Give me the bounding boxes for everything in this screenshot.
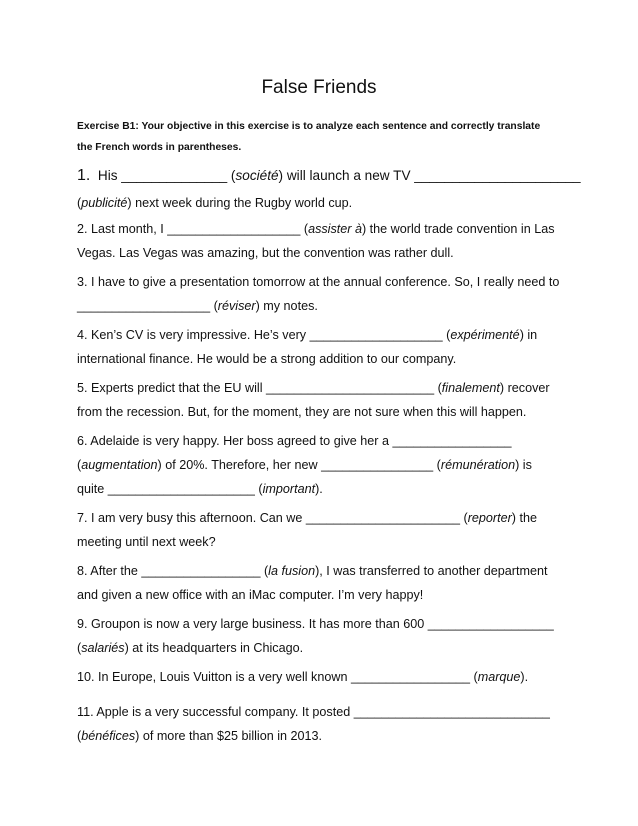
question-line xyxy=(77,477,557,501)
question-line xyxy=(77,559,557,583)
question-text: ) in xyxy=(519,328,538,342)
question-line: 9. Groupon is now a very large business. It has more than 600 __________________ xyxy=(77,617,554,631)
question-2 xyxy=(77,217,557,265)
question-line: meeting until next week? xyxy=(77,535,216,549)
question-text: ) of more than $25 billion in 2013. xyxy=(135,729,323,743)
question-text: 10. In Europe, Louis Vuitton is a very well known _________________ ( xyxy=(77,670,478,684)
question-text: ) is xyxy=(515,458,532,472)
question-4 xyxy=(77,323,557,371)
page-title: False Friends xyxy=(261,77,377,98)
question-line: Vegas. Las Vegas was amazing, but the convention was rather dull. xyxy=(77,246,454,260)
question-line xyxy=(77,217,557,241)
question-text: ). xyxy=(520,670,529,684)
question-text: ) recover xyxy=(499,381,550,395)
french-word: important xyxy=(262,482,316,496)
french-word: assister à xyxy=(308,222,362,236)
question-text: ). xyxy=(315,482,323,496)
question-line xyxy=(77,506,557,530)
french-word: réviser xyxy=(217,299,256,313)
french-word: société xyxy=(235,168,279,183)
french-word: reporter xyxy=(467,511,512,525)
question-11 xyxy=(77,700,557,748)
french-word: salariés xyxy=(81,641,125,655)
question-text: 4. Ken’s CV is very impressive. He’s very ___________________ ( xyxy=(77,328,451,342)
question-text: ) will launch a new TV ______________________ xyxy=(278,168,581,183)
question-line: 11. Apple is a very successful company. It posted ____________________________ xyxy=(77,705,550,719)
question-line: 6. Adelaide is very happy. Her boss agreed to give her a _________________ xyxy=(77,434,512,448)
question-line xyxy=(77,323,557,347)
question-text: ___________________ ( xyxy=(77,299,218,313)
question-number: 1. xyxy=(77,167,91,184)
question-3 xyxy=(77,270,560,318)
french-word: finalement xyxy=(441,381,500,395)
question-text: ) at its headquarters in Chicago. xyxy=(124,641,304,655)
question-text: ( xyxy=(77,458,82,472)
question-text: ) the world trade convention in Las xyxy=(361,222,555,236)
question-line: and given a new office with an iMac computer. I’m very happy! xyxy=(77,588,424,602)
question-line xyxy=(77,294,557,318)
question-text: 8. After the _________________ ( xyxy=(77,564,269,578)
exercise-instructions xyxy=(77,116,547,158)
question-7 xyxy=(77,506,557,554)
question-line xyxy=(77,453,557,477)
question-8 xyxy=(77,559,557,607)
question-text: ( xyxy=(77,196,82,210)
question-5 xyxy=(77,376,557,424)
question-text: quite _____________________ ( xyxy=(77,482,263,496)
question-1 xyxy=(77,164,581,215)
question-line xyxy=(77,665,557,689)
question-9 xyxy=(77,612,557,660)
question-6 xyxy=(77,429,557,501)
question-text: ) the xyxy=(511,511,537,525)
french-word: publicité xyxy=(81,196,128,210)
question-line xyxy=(77,724,557,748)
french-word: rémunération xyxy=(440,458,516,472)
question-text: ) of 20%. Therefore, her new ________________ ( xyxy=(157,458,441,472)
question-10 xyxy=(77,665,557,689)
question-text: ( xyxy=(77,641,82,655)
question-text: ) my notes. xyxy=(255,299,318,313)
french-word: marque xyxy=(477,670,521,684)
question-text: 7. I am very busy this afternoon. Can we ______________________ ( xyxy=(77,511,468,525)
french-word: la fusion xyxy=(268,564,316,578)
question-line: from the recession. But, for the moment, they are not sure when this will happen. xyxy=(77,405,527,419)
french-word: augmentation xyxy=(81,458,158,472)
question-line: international finance. He would be a strong addition to our company. xyxy=(77,352,457,366)
question-text: ( xyxy=(77,729,82,743)
question-text: ) next week during the Rugby world cup. xyxy=(127,196,353,210)
question-text: 2. Last month, I ___________________ ( xyxy=(77,222,309,236)
question-line xyxy=(77,376,557,400)
instruction-line-2: the French words in parentheses. xyxy=(77,142,242,153)
question-text: His ______________ ( xyxy=(90,168,236,183)
french-word: bénéfices xyxy=(81,729,136,743)
question-text: ), I was transferred to another department xyxy=(315,564,548,578)
question-text: 5. Experts predict that the EU will ________________________ ( xyxy=(77,381,442,395)
question-line xyxy=(77,636,557,660)
instruction-line-1: Exercise B1: Your objective in this exercise is to analyze each sentence and correctly translate xyxy=(77,121,541,132)
french-word: expérimenté xyxy=(450,328,520,342)
question-line xyxy=(77,164,581,188)
question-line xyxy=(77,191,557,215)
question-line: 3. I have to give a presentation tomorrow at the annual conference. So, I really need to xyxy=(77,275,560,289)
